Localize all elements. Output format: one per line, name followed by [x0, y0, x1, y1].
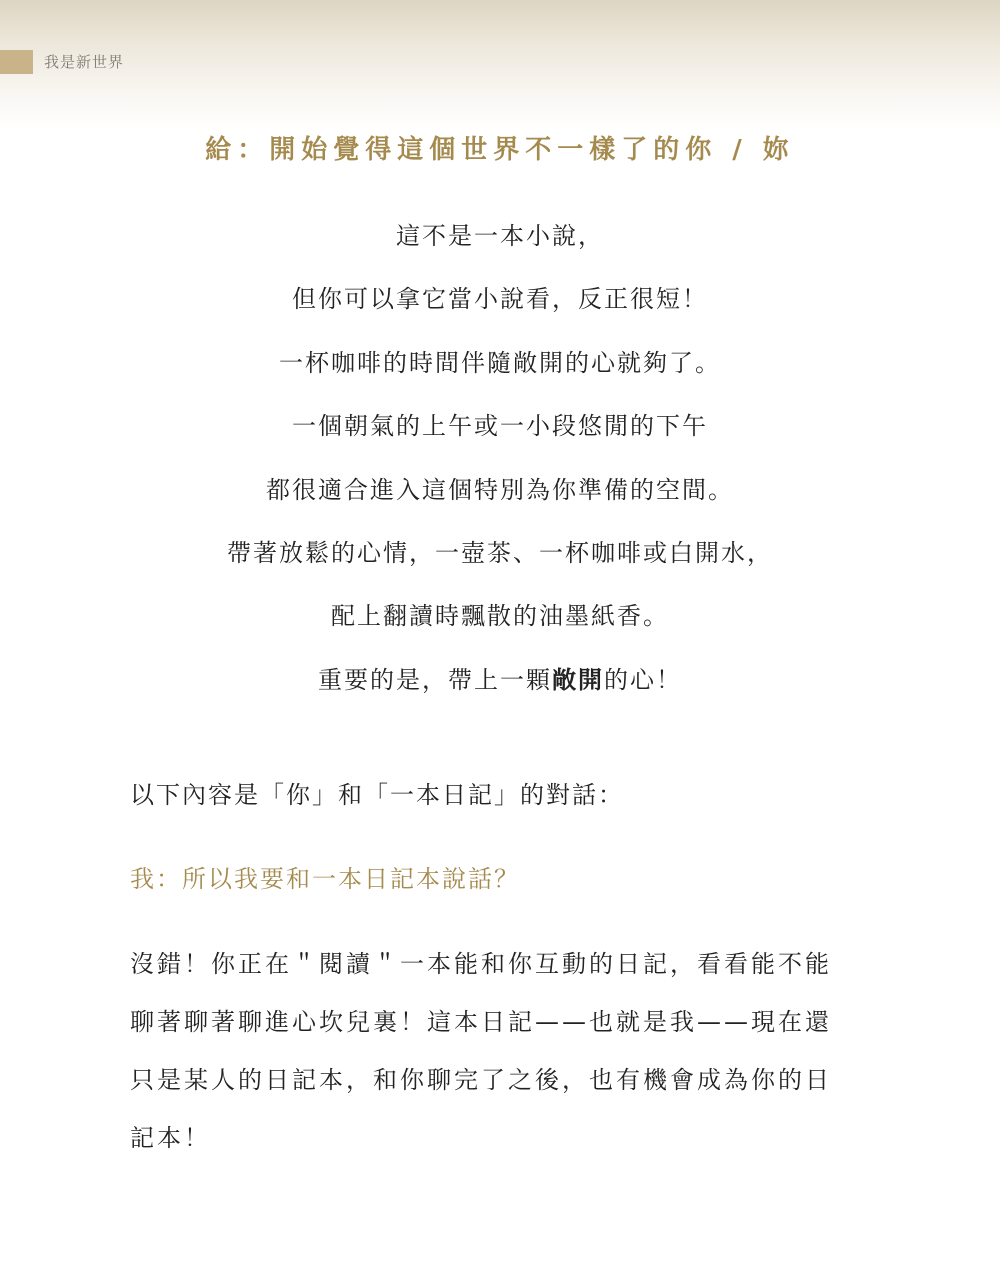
poem-line: 這不是一本小說，	[396, 222, 604, 250]
poem-line: 一個朝氣的上午或一小段悠閒的下午	[292, 412, 708, 441]
dedication-heading: 給：開始覺得這個世界不一樣了的你 / 妳	[205, 135, 795, 165]
poem-line: 但你可以拿它當小說看，反正很短！	[292, 285, 708, 314]
poem-block	[0, 205, 1000, 712]
answer-line: 記本！	[130, 1124, 211, 1152]
header-accent-tab	[0, 50, 33, 74]
poem-line: 帶著放鬆的心情，一壺茶、一杯咖啡或白開水，	[227, 538, 773, 567]
dialogue-intro: 以下內容是「你」和「一本日記」的對話：	[130, 781, 624, 809]
poem-last-line-bold: 敞開	[552, 665, 604, 694]
dialogue-question: 我：所以我要和一本日記本說話？	[130, 865, 520, 893]
dialogue-answer	[130, 935, 870, 1167]
answer-line: 沒錯！你正在＂閱讀＂一本能和你互動的日記，看看能不能	[130, 950, 832, 978]
poem-line: 一杯咖啡的時間伴隨敞開的心就夠了。	[279, 348, 721, 377]
poem-last-line	[0, 649, 1000, 712]
header-gradient-band	[0, 0, 1000, 130]
answer-line: 只是某人的日記本，和你聊完了之後，也有機會成為你的日	[130, 1066, 832, 1094]
running-header-title: 我是新世界	[44, 53, 125, 71]
answer-line: 聊著聊著聊進心坎兒裏！這本日記——也就是我——現在還	[130, 1008, 832, 1036]
poem-line: 配上翻讀時飄散的油墨紙香。	[331, 602, 669, 631]
poem-last-line-after: 的心！	[604, 665, 682, 694]
poem-line: 都很適合進入這個特別為你準備的空間。	[266, 475, 734, 504]
poem-last-line-before: 重要的是，帶上一顆	[318, 665, 552, 694]
